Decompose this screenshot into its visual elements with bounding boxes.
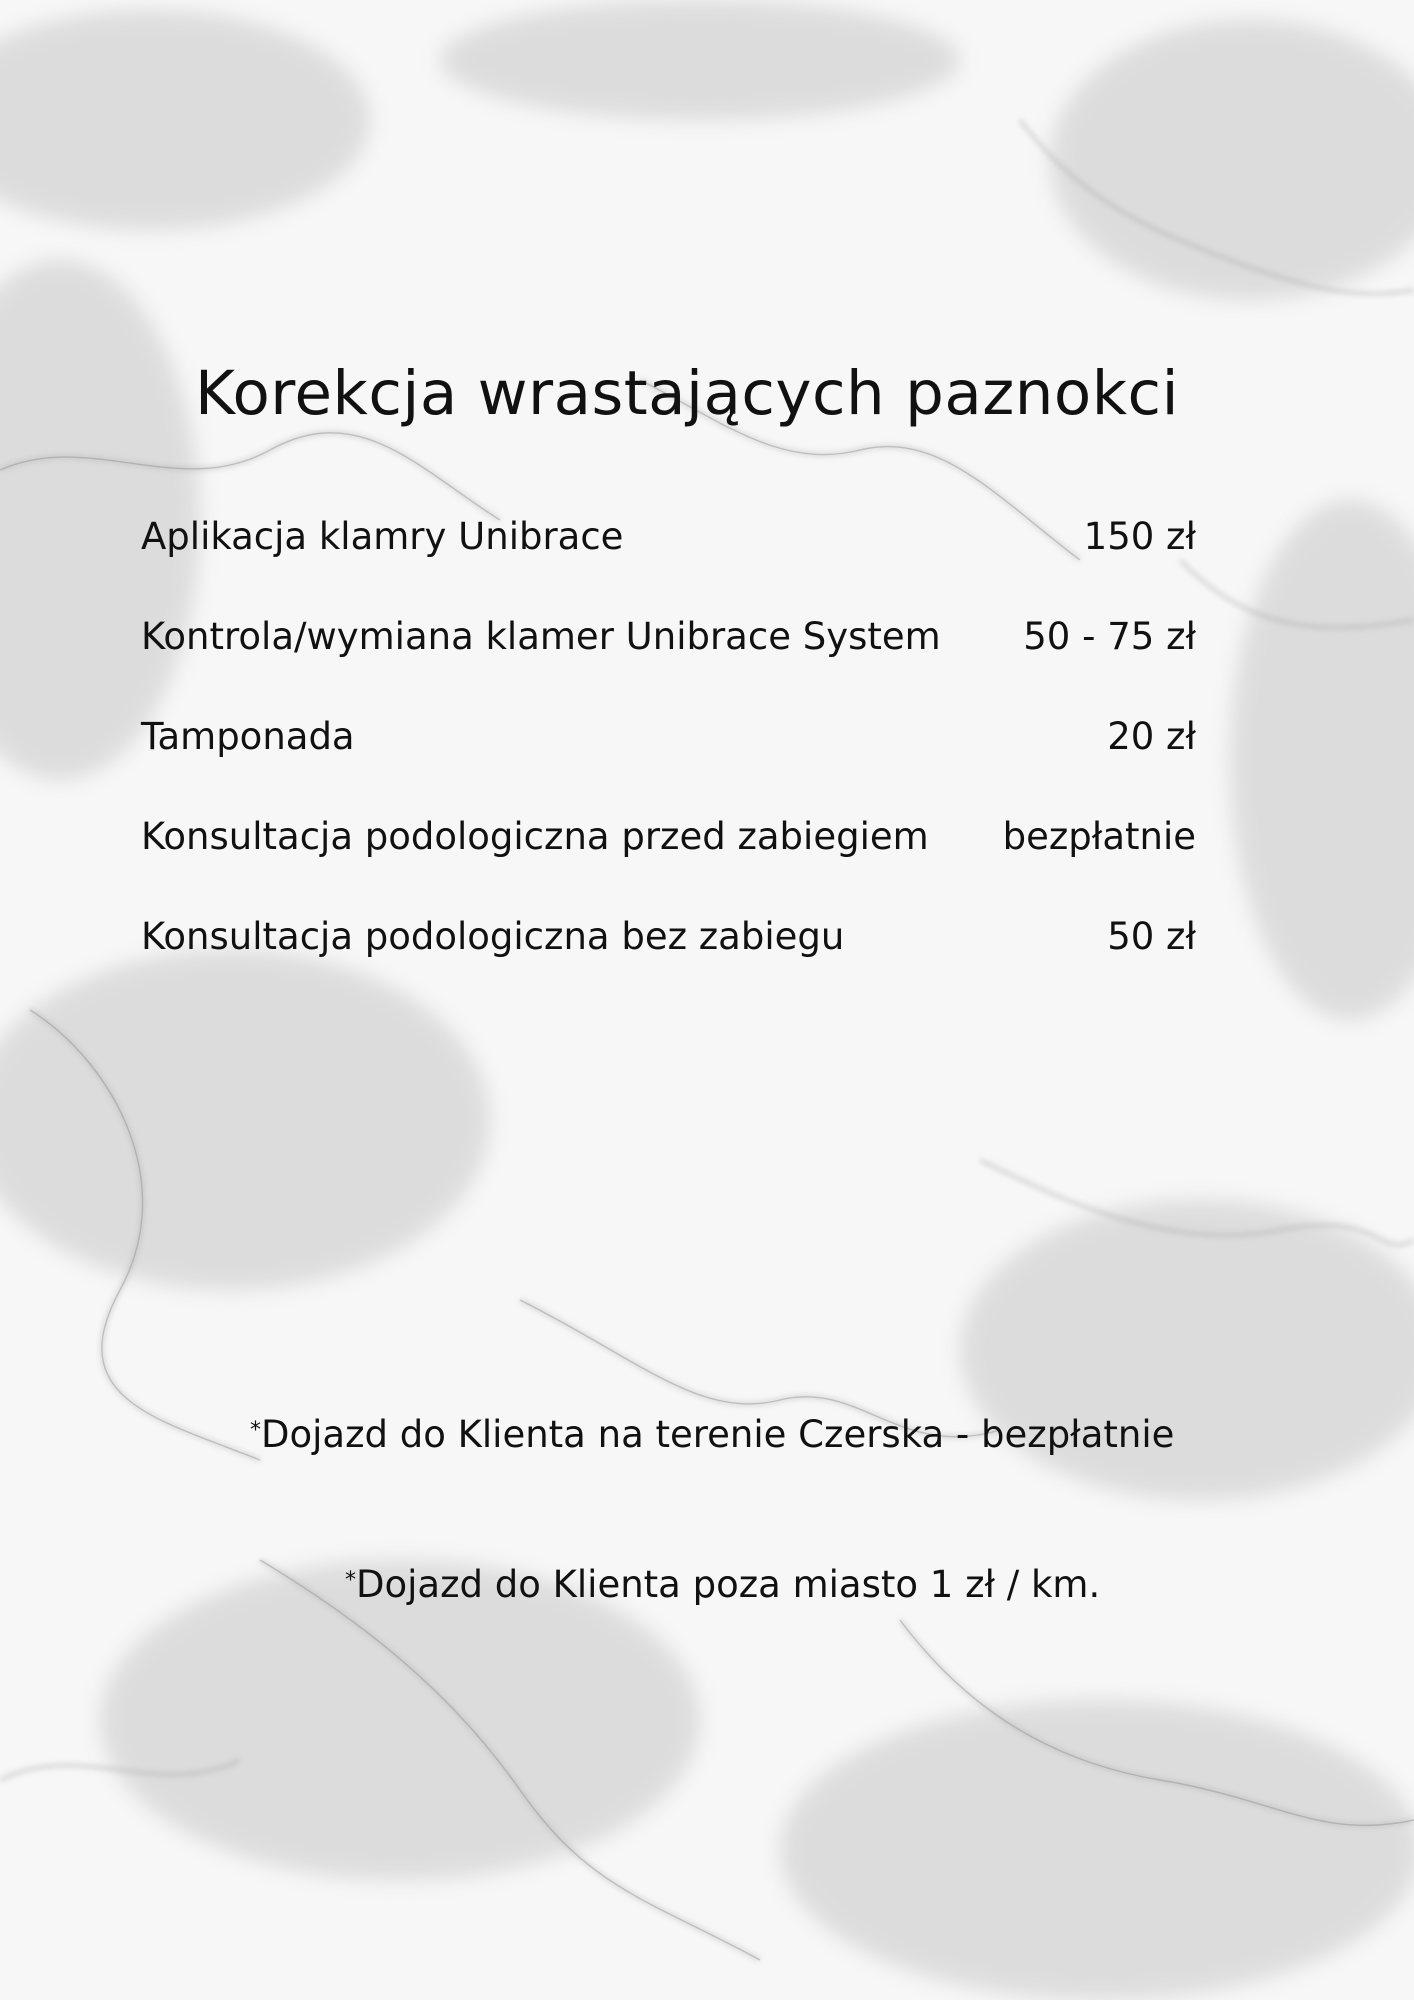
travel-note-outside xyxy=(345,1560,1100,1610)
service-name: Konsultacja podologiczna bez zabiegu xyxy=(141,915,845,958)
service-row xyxy=(141,812,1196,862)
travel-note-text: Dojazd do Klienta na terenie Czerska - bezpłatnie xyxy=(261,1413,1175,1456)
footnote-marker: * xyxy=(345,1568,356,1593)
service-price: 50 zł xyxy=(1107,915,1196,958)
service-name: Aplikacja klamry Unibrace xyxy=(141,515,624,558)
service-row xyxy=(141,712,1196,762)
service-price: bezpłatnie xyxy=(1002,815,1196,858)
page-title: Korekcja wrastających paznokci xyxy=(194,357,1180,429)
service-name: Tamponada xyxy=(141,715,355,758)
service-name: Kontrola/wymiana klamer Unibrace System xyxy=(141,615,941,658)
service-price: 50 - 75 zł xyxy=(1023,615,1196,658)
travel-note-city xyxy=(250,1410,1174,1460)
service-row xyxy=(141,512,1196,562)
service-price: 150 zł xyxy=(1083,515,1196,558)
service-row xyxy=(141,912,1196,962)
travel-note-text: Dojazd do Klienta poza miasto 1 zł / km. xyxy=(356,1563,1101,1606)
service-name: Konsultacja podologiczna przed zabiegiem xyxy=(141,815,929,858)
service-price: 20 zł xyxy=(1107,715,1196,758)
footnote-marker: * xyxy=(250,1418,261,1443)
service-row xyxy=(141,612,1196,662)
